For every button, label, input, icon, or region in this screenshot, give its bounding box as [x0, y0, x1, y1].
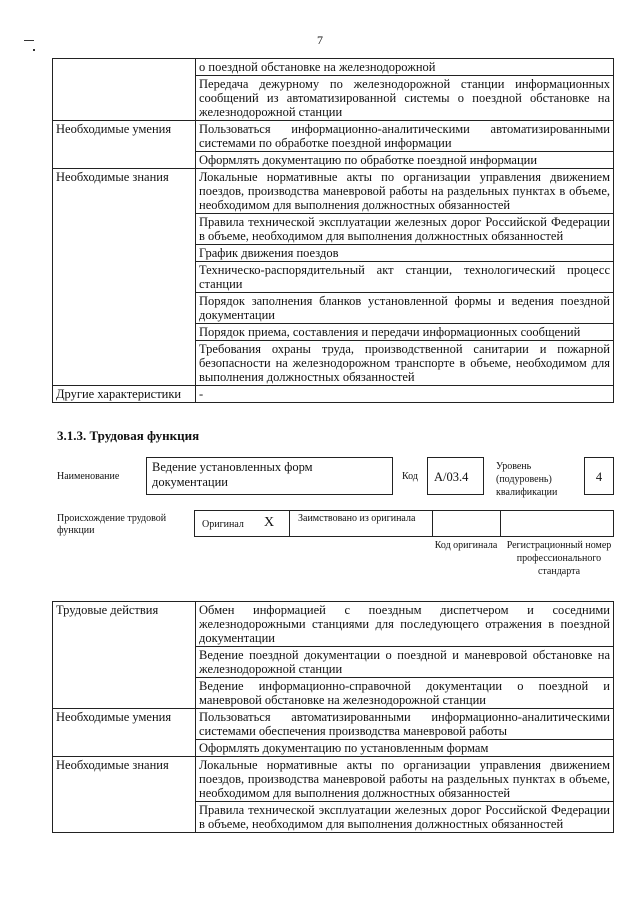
- row-label: Необходимые умения: [53, 709, 196, 757]
- row-label: Необходимые умения: [53, 121, 196, 169]
- row-text: Ведение информационно-справочной документации о поездной и маневровой обстановке на железнодорожной станции: [196, 678, 614, 709]
- row-text: о поездной обстановке на железнодорожной: [196, 59, 614, 76]
- labor-function-table: [52, 601, 614, 833]
- origin-strip: [194, 510, 614, 537]
- row-label: Необходимые знания: [53, 169, 196, 386]
- qualification-level-label: Уровень (подуровень) квалификации: [496, 461, 558, 498]
- row-text: Пользоваться информационно-аналитическими автоматизированными системами по обработке поездной информации: [196, 121, 614, 152]
- row-text: Пользоваться автоматизированными информационно-аналитическими системами обеспечения производства маневровой работы: [196, 709, 614, 740]
- qualification-level-box: 4: [584, 457, 614, 495]
- margin-dot: [33, 49, 35, 51]
- page-number: 7: [317, 33, 323, 47]
- borrowed-cell: [290, 511, 433, 536]
- table-row: [53, 121, 614, 152]
- borrowed-label: Заимствовано из оригинала: [298, 513, 416, 524]
- row-label: Другие характеристики: [53, 386, 196, 403]
- margin-mark: [24, 40, 34, 41]
- table-row: [53, 386, 614, 403]
- row-text: Правила технической эксплуатации железных дорог Российской Федерации в объеме, необходимом для выполнения должностных обязанностей: [196, 214, 614, 245]
- row-text: Техническо-распорядительный акт станции, технологический процесс станции: [196, 262, 614, 293]
- original-mark: X: [264, 515, 275, 530]
- table-row: [53, 709, 614, 740]
- row-text: Правила технической эксплуатации железных дорог Российской Федерации в объеме, необходимом для выполнения должностных обязанностей: [196, 802, 614, 833]
- table-row: [53, 757, 614, 802]
- original-cell: [195, 511, 290, 536]
- function-name-box: Ведение установленных форм документации: [146, 457, 393, 495]
- row-text: Передача дежурному по железнодорожной станции информационных сообщений из автоматизированной системы о поездной обстановке на железнодорожной станции: [196, 76, 614, 121]
- row-label: Необходимые знания: [53, 757, 196, 833]
- origin-code-cell: [433, 511, 501, 536]
- section-heading: 3.1.3. Трудовая функция: [57, 428, 200, 443]
- table-row: [53, 169, 614, 214]
- origin-label: Происхождение трудовой функции: [57, 513, 167, 536]
- function-code-box: А/03.4: [427, 457, 484, 495]
- original-label: Оригинал: [202, 519, 244, 530]
- row-text: Ведение поездной документации о поездной и маневровой обстановке на железнодорожной станции: [196, 647, 614, 678]
- row-text: Оформлять документацию по обработке поездной информации: [196, 152, 614, 169]
- registration-number-cell: [501, 511, 613, 536]
- row-text: Порядок заполнения бланков установленной формы и ведения поездной документации: [196, 293, 614, 324]
- registration-number-caption: Регистрационный номер профессионального стандарта: [506, 540, 612, 577]
- row-text: Оформлять документацию по установленным формам: [196, 740, 614, 757]
- table-row: [53, 59, 614, 76]
- row-label: Трудовые действия: [53, 602, 196, 709]
- row-text: Порядок приема, составления и передачи информационных сообщений: [196, 324, 614, 341]
- row-text: Требования охраны труда, производственной санитарии и пожарной безопасности на железнодорожном транспорте в объеме, необходимом для выполнения должностных обязанностей: [196, 341, 614, 386]
- name-label: Наименование: [57, 471, 120, 482]
- table-row: [53, 602, 614, 647]
- origin-code-caption: Код оригинала: [434, 540, 498, 551]
- row-text: Локальные нормативные акты по организации управления движением поездов, производства маневровой работы на раздельных пунктах в объеме, необходимом для выполнения должностных обязанностей: [196, 169, 614, 214]
- row-text: Обмен информацией с поездным диспетчером и соседними железнодорожными станциями для последующего отражения в поездной документации: [196, 602, 614, 647]
- row-text: Локальные нормативные акты по организации управления движением поездов, производства маневровой работы на раздельных пунктах в объеме, необходимом для выполнения должностных обязанностей: [196, 757, 614, 802]
- row-label: [53, 59, 196, 121]
- row-text: График движения поездов: [196, 245, 614, 262]
- labor-function-table-continued: [52, 58, 614, 403]
- code-label: Код: [402, 471, 418, 482]
- row-text: -: [196, 386, 614, 403]
